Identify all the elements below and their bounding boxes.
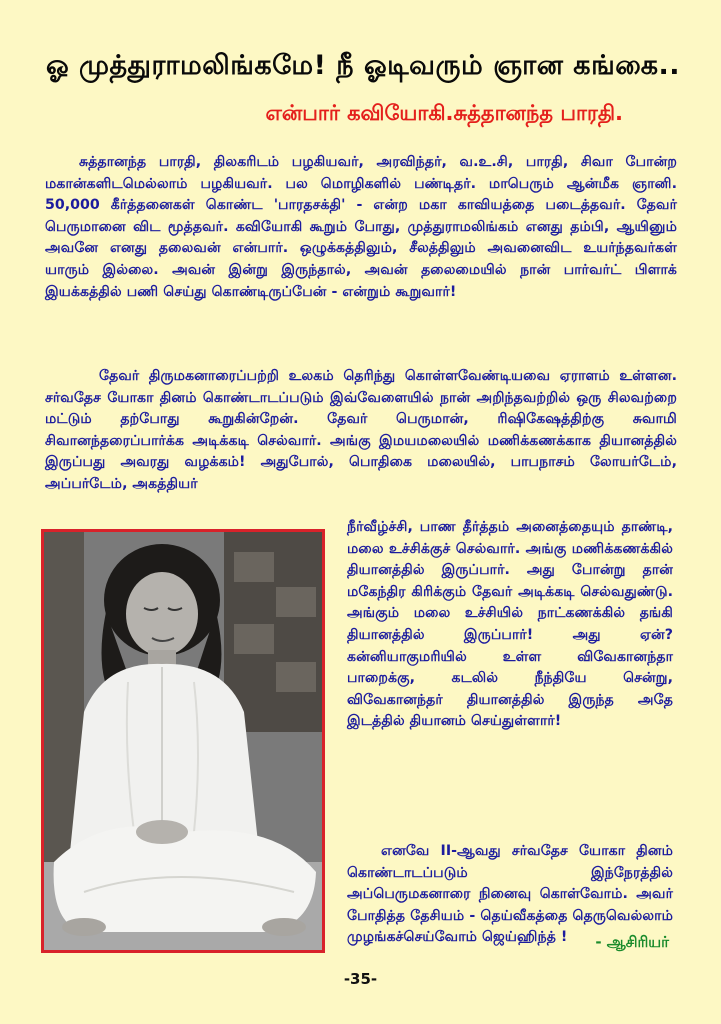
page-subtitle: என்பார் கவியோகி.சுத்தானந்த பாரதி. [265, 101, 623, 125]
author-signature: - ஆசிரியர் [595, 933, 669, 951]
meditating-figure-illustration [44, 532, 322, 950]
article-paragraph-1: சுத்தானந்த பாரதி, திலகரிடம் பழகியவர், அரவிந்தர், வ.உ.சி, பாரதி, சிவா போன்ற மகான்களிடமெல்லாம் பழகியவர். பல மொழிகளில் பண்டிதர். மாபெரும் ஆன்மீக ஞானி. 50,000 கீர்த்தனைகள் கொண்ட 'பாரதசக்தி' - என்ற மகா காவியத்தை படைத்தவர். தேவர் பெருமானை விட மூத்தவர். கவியோகி கூறும் போது, முத்துராமலிங்கம் எனது தம்பி, ஆயினும் அவனே எனது தலைவன் என்பார். ஒழுக்கத்திலும், சீலத்திலும் அவனைவிட உயர்ந்தவர்கள் யாரும் இல்லை. அவன் இன்று இருந்தால், அவன் தலைமையில் நான் பார்வர்ட் பிளாக் இயக்கத்தில் பணி செய்து கொண்டிருப்பேன் - என்றும் கூறுவார்! [45, 154, 677, 300]
article-paragraph-2: தேவர் திருமகனாரைப்பற்றி உலகம் தெரிந்து கொள்ளவேண்டியவை ஏராளம் உள்ளன. சர்வதேச யோகா தினம் கொண்டாடப்படும் இவ்வேளையில் நான் அறிந்தவற்றில் ஒரு சிலவற்றை மட்டும் தற்போது கூறுகின்றேன். தேவர் பெருமான், ரிஷிகேஷத்திற்கு சுவாமி சிவானந்தரைப்பார்க்க அடிக்கடி செல்வார். அங்கு இமயமலையில் மணிக்கணக்காக தியானத்தில் இருப்பது அவரது வழக்கம்! அதுபோல், பொதிகை மலையில், பாபநாசம் லோயர்டேம், அப்பர்டேம், அகத்தியர் [45, 368, 677, 492]
article-paragraph-4: எனவே II-ஆவது சர்வதேச யோகா தினம் கொண்டாடப்படும் இந்நேரத்தில் அப்பெருமகனாரை நினைவு கொள்வோம். அவர் போதித்த தேசியம் - தெய்வீகத்தை தெருவெல்லாம் முழங்கச்செய்வோம் ஜெய்ஹிந்த் ! [347, 843, 673, 946]
page-title: ஓ முத்துராமலிங்கமே! நீ ஓடிவரும் ஞான கங்கை.. [45, 50, 681, 81]
article-paragraph-3: நீர்வீழ்ச்சி, பாண தீர்த்தம் அனைத்தையும் தாண்டி, மலை உச்சிக்குச் செல்வார். அங்கு மணிக்கணக்கில் தியானத்தில் இருப்பார். அது போன்று தான் மகேந்திர கிரிக்கும் தேவர் அடிக்கடி செல்வதுண்டு. அங்கும் மலை உச்சியில் நாட்கணக்கில் தங்கி தியானத்தில் இருப்பார்! அது ஏன்? கன்னியாகுமரியில் உள்ள விவேகானந்தா பாறைக்கு, கடலில் நீந்தியே சென்று, விவேகானந்தர் தியானத்தில் இருந்த அதே இடத்தில் தியானம் செய்துள்ளார்! [347, 519, 673, 730]
meditating-portrait-photo [41, 529, 325, 953]
page-number: -35- [343, 970, 378, 988]
